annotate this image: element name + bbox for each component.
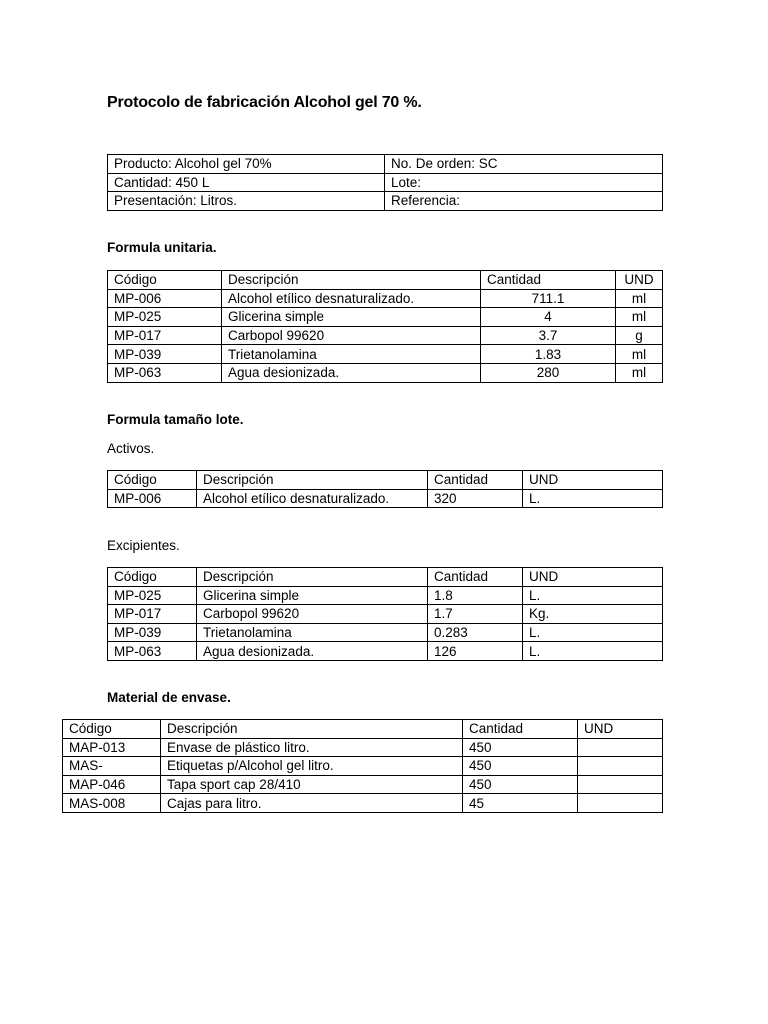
column-header: Cantidad bbox=[428, 471, 523, 490]
excipientes-label: Excipientes. bbox=[107, 538, 180, 553]
activos-table bbox=[107, 470, 663, 508]
column-header: Código bbox=[108, 471, 197, 490]
table-row bbox=[63, 794, 663, 813]
table-cell: MP-039 bbox=[108, 345, 222, 364]
table-row bbox=[108, 489, 663, 508]
table-header-row bbox=[63, 720, 663, 739]
table-cell: MP-006 bbox=[108, 289, 222, 308]
column-header: Cantidad bbox=[481, 271, 616, 290]
table-cell: MP-006 bbox=[108, 489, 197, 508]
table-cell: MAP-013 bbox=[63, 738, 161, 757]
table-cell: 280 bbox=[481, 363, 616, 382]
table-cell: 0.283 bbox=[428, 623, 523, 642]
excipientes-table bbox=[107, 567, 663, 661]
formula-lote-heading: Formula tamaño lote. bbox=[107, 412, 244, 427]
table-cell bbox=[578, 757, 663, 776]
formula-unitaria-table bbox=[107, 270, 663, 383]
table-cell: Lote: bbox=[385, 173, 663, 192]
column-header: Código bbox=[108, 568, 197, 587]
table-cell: 450 bbox=[463, 738, 578, 757]
table-cell: Producto: Alcohol gel 70% bbox=[108, 155, 385, 174]
table-cell: L. bbox=[523, 586, 663, 605]
table-cell: MP-025 bbox=[108, 308, 222, 327]
table-cell: 1.83 bbox=[481, 345, 616, 364]
table-row bbox=[108, 326, 663, 345]
table-cell: Kg. bbox=[523, 605, 663, 624]
table-cell bbox=[578, 775, 663, 794]
table-row bbox=[108, 155, 663, 174]
table-row bbox=[108, 308, 663, 327]
table-row bbox=[108, 192, 663, 211]
table-cell: MAP-046 bbox=[63, 775, 161, 794]
table-cell: ml bbox=[616, 308, 663, 327]
table-cell: Agua desionizada. bbox=[222, 363, 481, 382]
table-cell: 450 bbox=[463, 757, 578, 776]
activos-label: Activos. bbox=[107, 441, 155, 456]
column-header: UND bbox=[523, 568, 663, 587]
table-cell: L. bbox=[523, 642, 663, 661]
table-cell: Presentación: Litros. bbox=[108, 192, 385, 211]
table-cell: L. bbox=[523, 623, 663, 642]
table-cell: MP-039 bbox=[108, 623, 197, 642]
table-row bbox=[63, 757, 663, 776]
column-header: Código bbox=[108, 271, 222, 290]
table-row bbox=[108, 642, 663, 661]
table-cell: MP-017 bbox=[108, 326, 222, 345]
table-cell: Carbopol 99620 bbox=[222, 326, 481, 345]
table-cell: Cantidad: 450 L bbox=[108, 173, 385, 192]
table-row bbox=[108, 173, 663, 192]
column-header: Descripción bbox=[161, 720, 463, 739]
table-row bbox=[108, 289, 663, 308]
document-title: Protocolo de fabricación Alcohol gel 70 %. bbox=[107, 94, 422, 111]
table-cell: 450 bbox=[463, 775, 578, 794]
table-cell: Cajas para litro. bbox=[161, 794, 463, 813]
table-cell: Etiquetas p/Alcohol gel litro. bbox=[161, 757, 463, 776]
table-row bbox=[108, 623, 663, 642]
table-cell: ml bbox=[616, 289, 663, 308]
table-header-row bbox=[108, 471, 663, 490]
table-cell: 711.1 bbox=[481, 289, 616, 308]
table-cell: MP-017 bbox=[108, 605, 197, 624]
table-row bbox=[108, 345, 663, 364]
column-header: Descripción bbox=[197, 471, 428, 490]
column-header: Código bbox=[63, 720, 161, 739]
table-cell: Tapa sport cap 28/410 bbox=[161, 775, 463, 794]
column-header: UND bbox=[578, 720, 663, 739]
table-cell: 1.7 bbox=[428, 605, 523, 624]
table-cell: Alcohol etílico desnaturalizado. bbox=[197, 489, 428, 508]
table-row bbox=[63, 738, 663, 757]
column-header: Cantidad bbox=[463, 720, 578, 739]
column-header: UND bbox=[523, 471, 663, 490]
formula-unitaria-heading: Formula unitaria. bbox=[107, 240, 217, 255]
material-envase-heading: Material de envase. bbox=[107, 690, 231, 705]
table-cell bbox=[578, 794, 663, 813]
table-cell: 320 bbox=[428, 489, 523, 508]
table-cell: Trietanolamina bbox=[222, 345, 481, 364]
table-cell: 1.8 bbox=[428, 586, 523, 605]
table-cell bbox=[578, 738, 663, 757]
table-cell: MAS- bbox=[63, 757, 161, 776]
table-cell: L. bbox=[523, 489, 663, 508]
table-cell: MP-063 bbox=[108, 363, 222, 382]
table-cell: Glicerina simple bbox=[222, 308, 481, 327]
column-header: Cantidad bbox=[428, 568, 523, 587]
table-cell: Trietanolamina bbox=[197, 623, 428, 642]
table-header-row bbox=[108, 568, 663, 587]
table-cell: MAS-008 bbox=[63, 794, 161, 813]
table-cell: Alcohol etílico desnaturalizado. bbox=[222, 289, 481, 308]
table-cell: ml bbox=[616, 363, 663, 382]
column-header: Descripción bbox=[197, 568, 428, 587]
table-cell: 4 bbox=[481, 308, 616, 327]
table-cell: g bbox=[616, 326, 663, 345]
table-cell: 3.7 bbox=[481, 326, 616, 345]
table-row bbox=[108, 363, 663, 382]
table-cell: MP-025 bbox=[108, 586, 197, 605]
material-envase-table bbox=[62, 719, 663, 813]
product-info-table bbox=[107, 154, 663, 211]
table-cell: No. De orden: SC bbox=[385, 155, 663, 174]
table-cell: Referencia: bbox=[385, 192, 663, 211]
table-row bbox=[63, 775, 663, 794]
table-cell: 126 bbox=[428, 642, 523, 661]
table-row bbox=[108, 605, 663, 624]
column-header: Descripción bbox=[222, 271, 481, 290]
table-cell: Agua desionizada. bbox=[197, 642, 428, 661]
column-header: UND bbox=[616, 271, 663, 290]
table-cell: Carbopol 99620 bbox=[197, 605, 428, 624]
table-cell: Glicerina simple bbox=[197, 586, 428, 605]
table-cell: MP-063 bbox=[108, 642, 197, 661]
table-cell: Envase de plástico litro. bbox=[161, 738, 463, 757]
table-header-row bbox=[108, 271, 663, 290]
table-cell: ml bbox=[616, 345, 663, 364]
table-row bbox=[108, 586, 663, 605]
table-cell: 45 bbox=[463, 794, 578, 813]
